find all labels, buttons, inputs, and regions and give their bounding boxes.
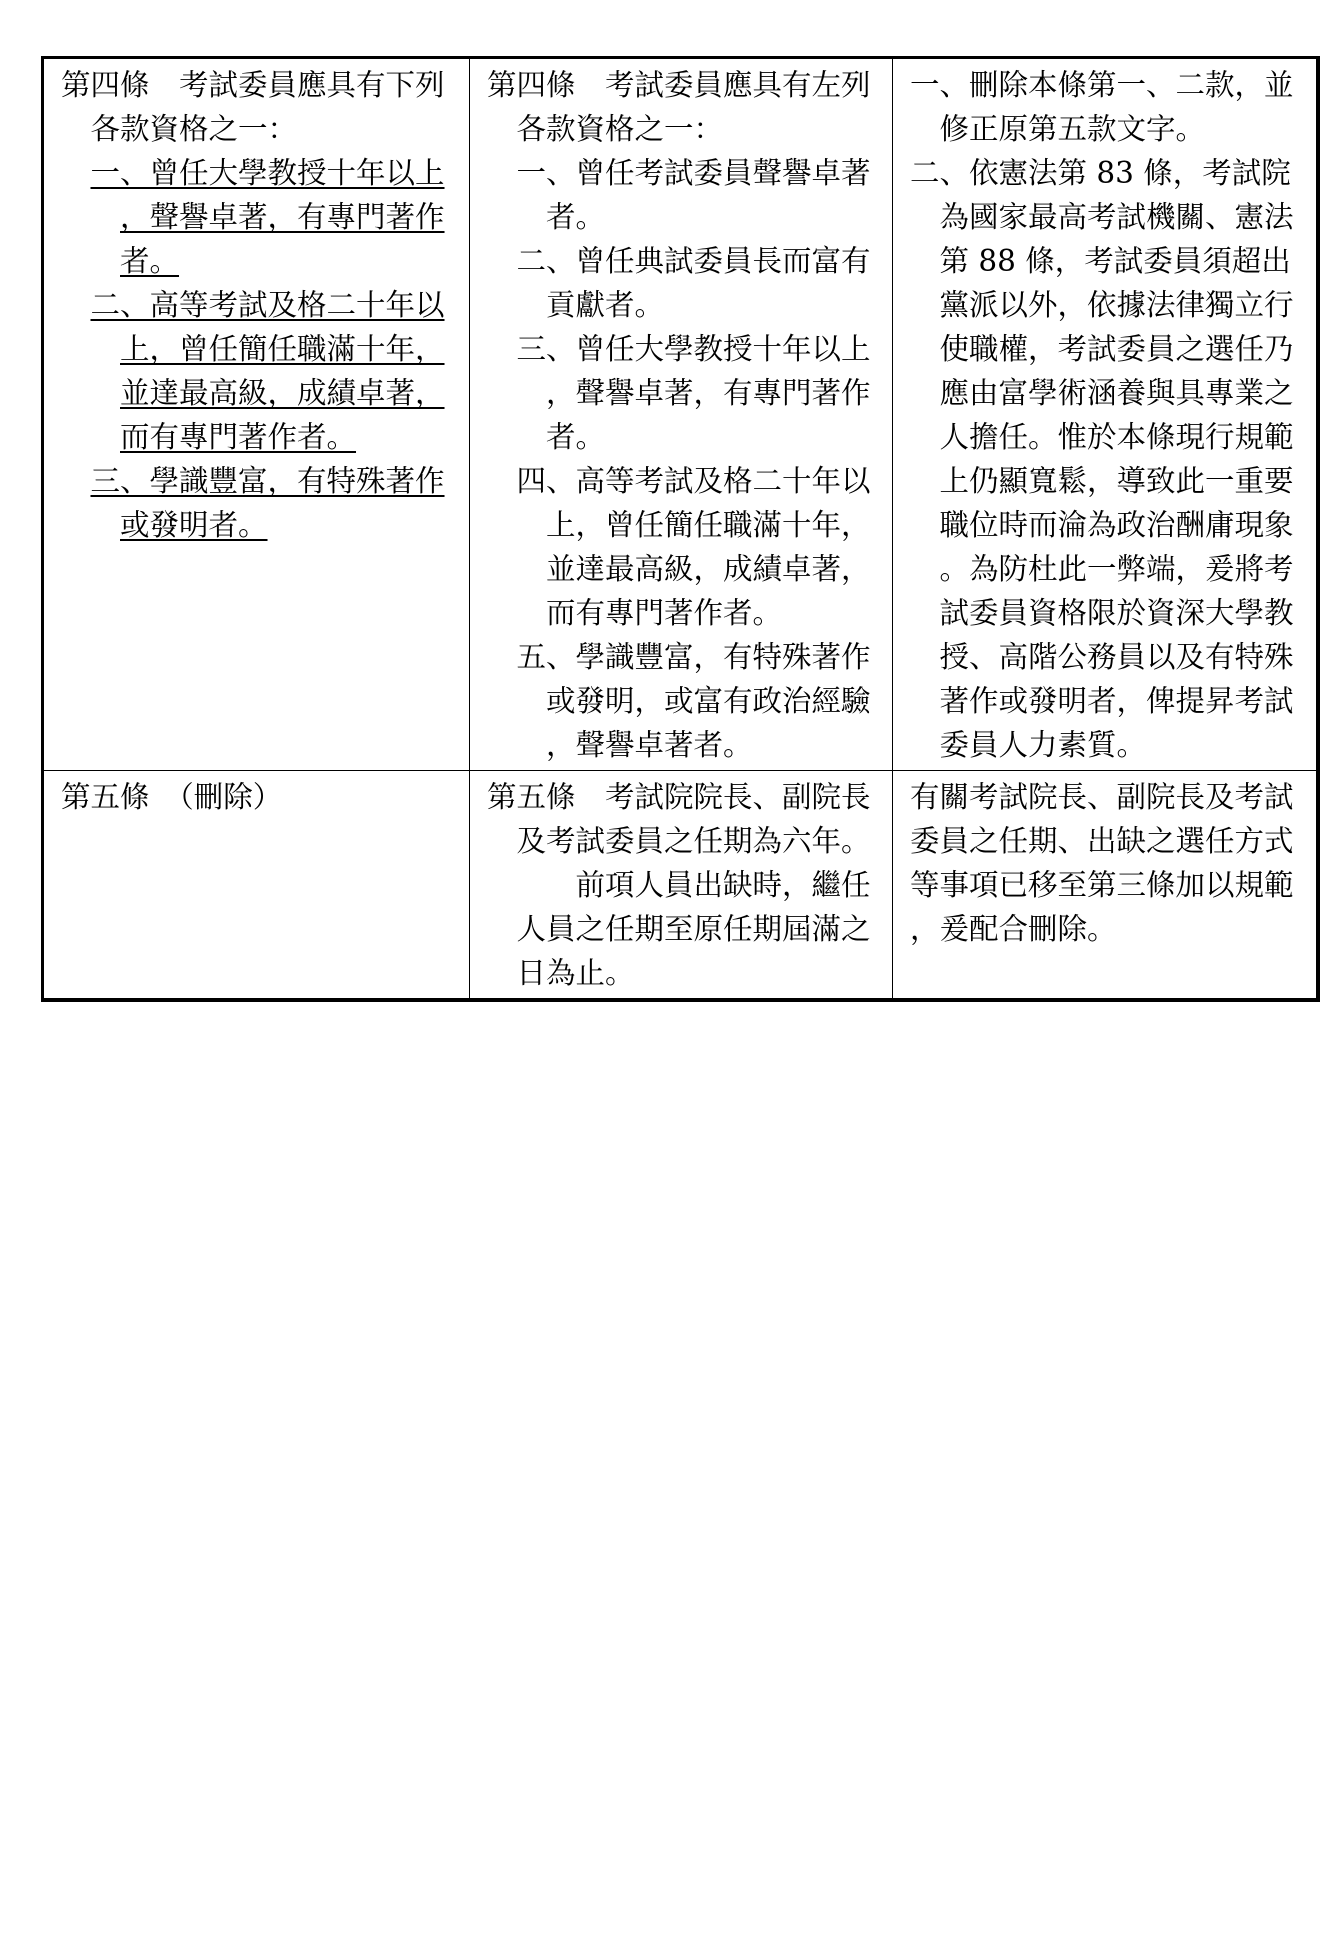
current-line: 二、曾任典試委員長而富有 bbox=[516, 244, 871, 278]
current-text-cell bbox=[470, 58, 893, 771]
explanation-line: 一、刪除本條第一、二款，並 bbox=[910, 68, 1294, 102]
explanation-line: 人擔任。惟於本條現行規範 bbox=[939, 420, 1294, 454]
explanation-line: 為國家最高考試機關、憲法 bbox=[939, 200, 1294, 234]
amended-line: ，聲譽卓著，有專門著作 bbox=[120, 200, 445, 234]
table-row bbox=[43, 58, 1318, 771]
article-heading-line: 第五條 （刪除） bbox=[61, 780, 283, 814]
explanation-line: 使職權，考試委員之選任乃 bbox=[939, 332, 1294, 366]
explanation-line: 著作或發明者，俾提昇考試 bbox=[939, 684, 1294, 718]
current-line: 或發明，或富有政治經驗 bbox=[546, 684, 871, 718]
explanation-line: ，爰配合刪除。 bbox=[910, 912, 1117, 946]
amended-line: 一、曾任大學教授十年以上 bbox=[90, 156, 445, 190]
explanation-cell bbox=[893, 58, 1318, 771]
current-line: 上，曾任簡任職滿十年， bbox=[546, 508, 871, 542]
article-heading-line: 第五條 考試院院長、副院長 bbox=[487, 780, 871, 814]
current-line: 各款資格之一： bbox=[516, 112, 724, 146]
current-line: 三、曾任大學教授十年以上 bbox=[516, 332, 871, 366]
amended-line: 二、高等考試及格二十年以 bbox=[90, 288, 445, 322]
explanation-line: 職位時而淪為政治酬庸現象 bbox=[939, 508, 1294, 542]
article-heading-line: 第四條 考試委員應具有左列 bbox=[487, 68, 871, 102]
amended-text-cell bbox=[43, 58, 470, 771]
explanation-line: 委員之任期、出缺之選任方式 bbox=[910, 824, 1294, 858]
amended-text-cell bbox=[43, 771, 470, 1001]
explanation-line: 上仍顯寬鬆，導致此一重要 bbox=[939, 464, 1294, 498]
explanation-line: 第 88 條，考試委員須超出 bbox=[939, 244, 1291, 278]
current-line: 一、曾任考試委員聲譽卓著 bbox=[516, 156, 871, 190]
amended-line: 或發明者。 bbox=[120, 508, 268, 542]
amended-line: 上，曾任簡任職滿十年， bbox=[120, 332, 445, 366]
explanation-line: 。為防杜此一弊端，爰將考 bbox=[939, 552, 1294, 586]
current-line: 人員之任期至原任期屆滿之 bbox=[516, 912, 871, 946]
amended-line: 並達最高級，成績卓著， bbox=[120, 376, 445, 410]
explanation-line: 試委員資格限於資深大學教 bbox=[939, 596, 1294, 630]
comparison-table bbox=[41, 56, 1320, 1002]
current-text-cell bbox=[470, 771, 893, 1001]
explanation-line: 委員人力素質。 bbox=[939, 728, 1147, 762]
amended-line: 者。 bbox=[120, 244, 180, 278]
amended-line: 各款資格之一： bbox=[90, 112, 298, 146]
current-line: 並達最高級，成績卓著， bbox=[546, 552, 871, 586]
amended-line: 而有專門著作者。 bbox=[120, 420, 357, 454]
current-line: 者。 bbox=[546, 420, 606, 454]
table-row bbox=[43, 771, 1318, 1001]
explanation-line: 等事項已移至第三條加以規範 bbox=[910, 868, 1294, 902]
explanation-cell bbox=[893, 771, 1318, 1001]
current-line: 四、高等考試及格二十年以 bbox=[516, 464, 871, 498]
current-line: 及考試委員之任期為六年。 bbox=[516, 824, 871, 858]
explanation-line: 黨派以外，依據法律獨立行 bbox=[939, 288, 1294, 322]
article-heading-line: 第四條 考試委員應具有下列 bbox=[61, 68, 445, 102]
explanation-line: 二、依憲法第 83 條，考試院 bbox=[910, 156, 1291, 190]
explanation-line: 應由富學術涵養與具專業之 bbox=[939, 376, 1294, 410]
current-line: 而有專門著作者。 bbox=[546, 596, 783, 630]
current-line: 日為止。 bbox=[516, 956, 635, 990]
current-line: ，聲譽卓著，有專門著作 bbox=[546, 376, 871, 410]
explanation-line: 修正原第五款文字。 bbox=[939, 112, 1206, 146]
amended-line: 三、學識豐富，有特殊著作 bbox=[90, 464, 445, 498]
current-line: 貢獻者。 bbox=[546, 288, 665, 322]
explanation-line: 有關考試院長、副院長及考試 bbox=[910, 780, 1294, 814]
explanation-line: 授、高階公務員以及有特殊 bbox=[939, 640, 1294, 674]
current-line: ，聲譽卓著者。 bbox=[546, 728, 753, 762]
current-line: 前項人員出缺時，繼任 bbox=[575, 868, 871, 902]
current-line: 五、學識豐富，有特殊著作 bbox=[516, 640, 871, 674]
current-line: 者。 bbox=[546, 200, 606, 234]
